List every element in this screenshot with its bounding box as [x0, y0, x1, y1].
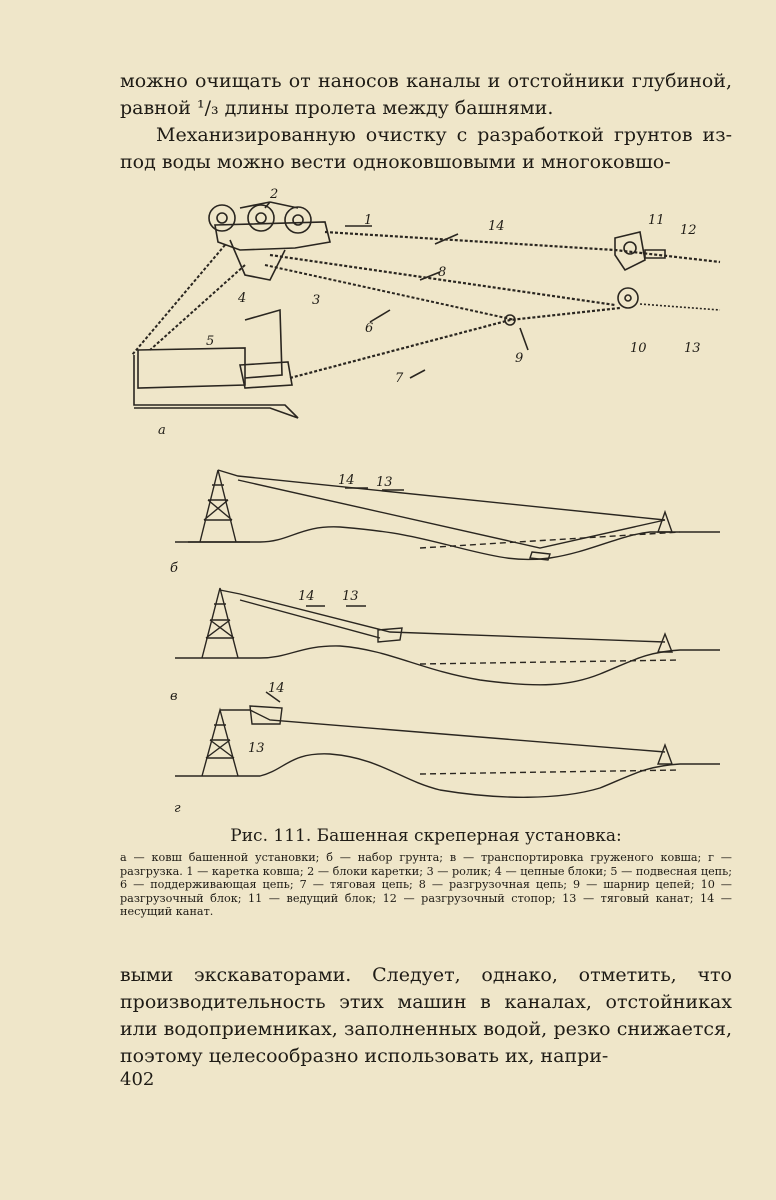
page-number: 402 — [120, 1069, 155, 1090]
callout-12: 12 — [680, 223, 697, 238]
label-14-v: 14 — [298, 589, 315, 604]
figure-caption: Рис. 111. Башенная скреперная установка: — [230, 826, 622, 846]
callout-4: 4 — [238, 291, 247, 306]
ground-v — [175, 646, 720, 685]
traction-rope — [640, 304, 720, 310]
bottom-text — [120, 962, 732, 1070]
rope-14-b — [218, 470, 665, 520]
tower-v — [202, 588, 238, 658]
tower-g — [202, 710, 238, 776]
carriage-wheel-2 — [248, 205, 274, 231]
bucket-back-wall — [245, 310, 282, 378]
callout-10: 10 — [630, 341, 647, 356]
unloading-chain — [270, 255, 615, 305]
traction-chain — [290, 308, 620, 378]
panel-v-letter: в — [170, 689, 178, 704]
label-13-g: 13 — [248, 741, 265, 756]
callout-11: 11 — [648, 213, 665, 228]
rope-14-g — [220, 710, 665, 752]
callout-8: 8 — [438, 265, 447, 280]
callout-2: 2 — [270, 187, 279, 202]
carriage-wheel-3 — [285, 207, 311, 233]
anchor-v — [658, 634, 672, 652]
bucket-v — [378, 628, 402, 642]
callout-5: 5 — [206, 334, 215, 349]
callout-14: 14 — [488, 219, 505, 234]
tower-b — [200, 470, 236, 542]
anchor-g — [658, 745, 672, 764]
panel-b-letter: б — [170, 561, 178, 576]
paragraph-excavators: выми экскаваторами. Следует, однако, отметить, что производительность этих машин в каналах, отстойниках или водоприемниках, заполненных водой, резко снижается, поэтому целесообразно использовать их, напри- — [120, 964, 732, 1067]
anchor-b — [658, 512, 672, 532]
tower-scraper-diagram — [120, 180, 732, 830]
paragraph-mechanized-cleaning: Механизированную очистку с разработкой грунтов из-под воды можно вести одноковшовыми и многоковшо- — [120, 124, 732, 173]
callout-3: 3 — [312, 293, 321, 308]
bucket-frame — [138, 348, 245, 388]
callout-1: 1 — [364, 213, 373, 228]
ground-b — [175, 527, 720, 560]
callout-9: 9 — [515, 351, 524, 366]
label-13-v: 13 — [342, 589, 359, 604]
paragraph-continuation: можно очищать от наносов каналы и отстойники глубиной, равной ¹/₃ длины пролета между башнями. — [120, 70, 732, 119]
label-14-b: 14 — [338, 473, 355, 488]
figure-111 — [120, 180, 732, 830]
panel-a-letter: а — [158, 423, 166, 438]
callout-7: 7 — [395, 371, 404, 386]
figure-legend: а — ковш башенной установки; б — набор грунта; в — транспортировка груженого ковша; г — разгрузка. 1 — каретка ковша; 2 — блоки каретки; 3 — ролик; 4 — цепные блоки; 5 — подвесная цепь; 6 — поддерживающая цепь; 7 — тяговая цепь; 8 — разгрузочная цепь; 9 — шарнир цепей; 10 — разгрузочный блок; 11 — ведущий блок; 12 — разгрузочный стопор; 13 — тяговый канат; 14 — несущий канат. — [120, 851, 732, 919]
rope-14-v — [220, 590, 665, 642]
hanger — [230, 240, 285, 280]
label-14-g: 14 — [268, 681, 285, 696]
unloading-block — [618, 288, 638, 308]
callout-13: 13 — [684, 341, 701, 356]
bucket-g — [250, 706, 282, 724]
carriage-wheel-1 — [209, 205, 235, 231]
label-13-b: 13 — [376, 475, 393, 490]
top-text — [120, 68, 732, 176]
panel-g-letter: г — [174, 801, 181, 816]
callout-6: 6 — [365, 321, 374, 336]
ground-g — [175, 754, 720, 797]
